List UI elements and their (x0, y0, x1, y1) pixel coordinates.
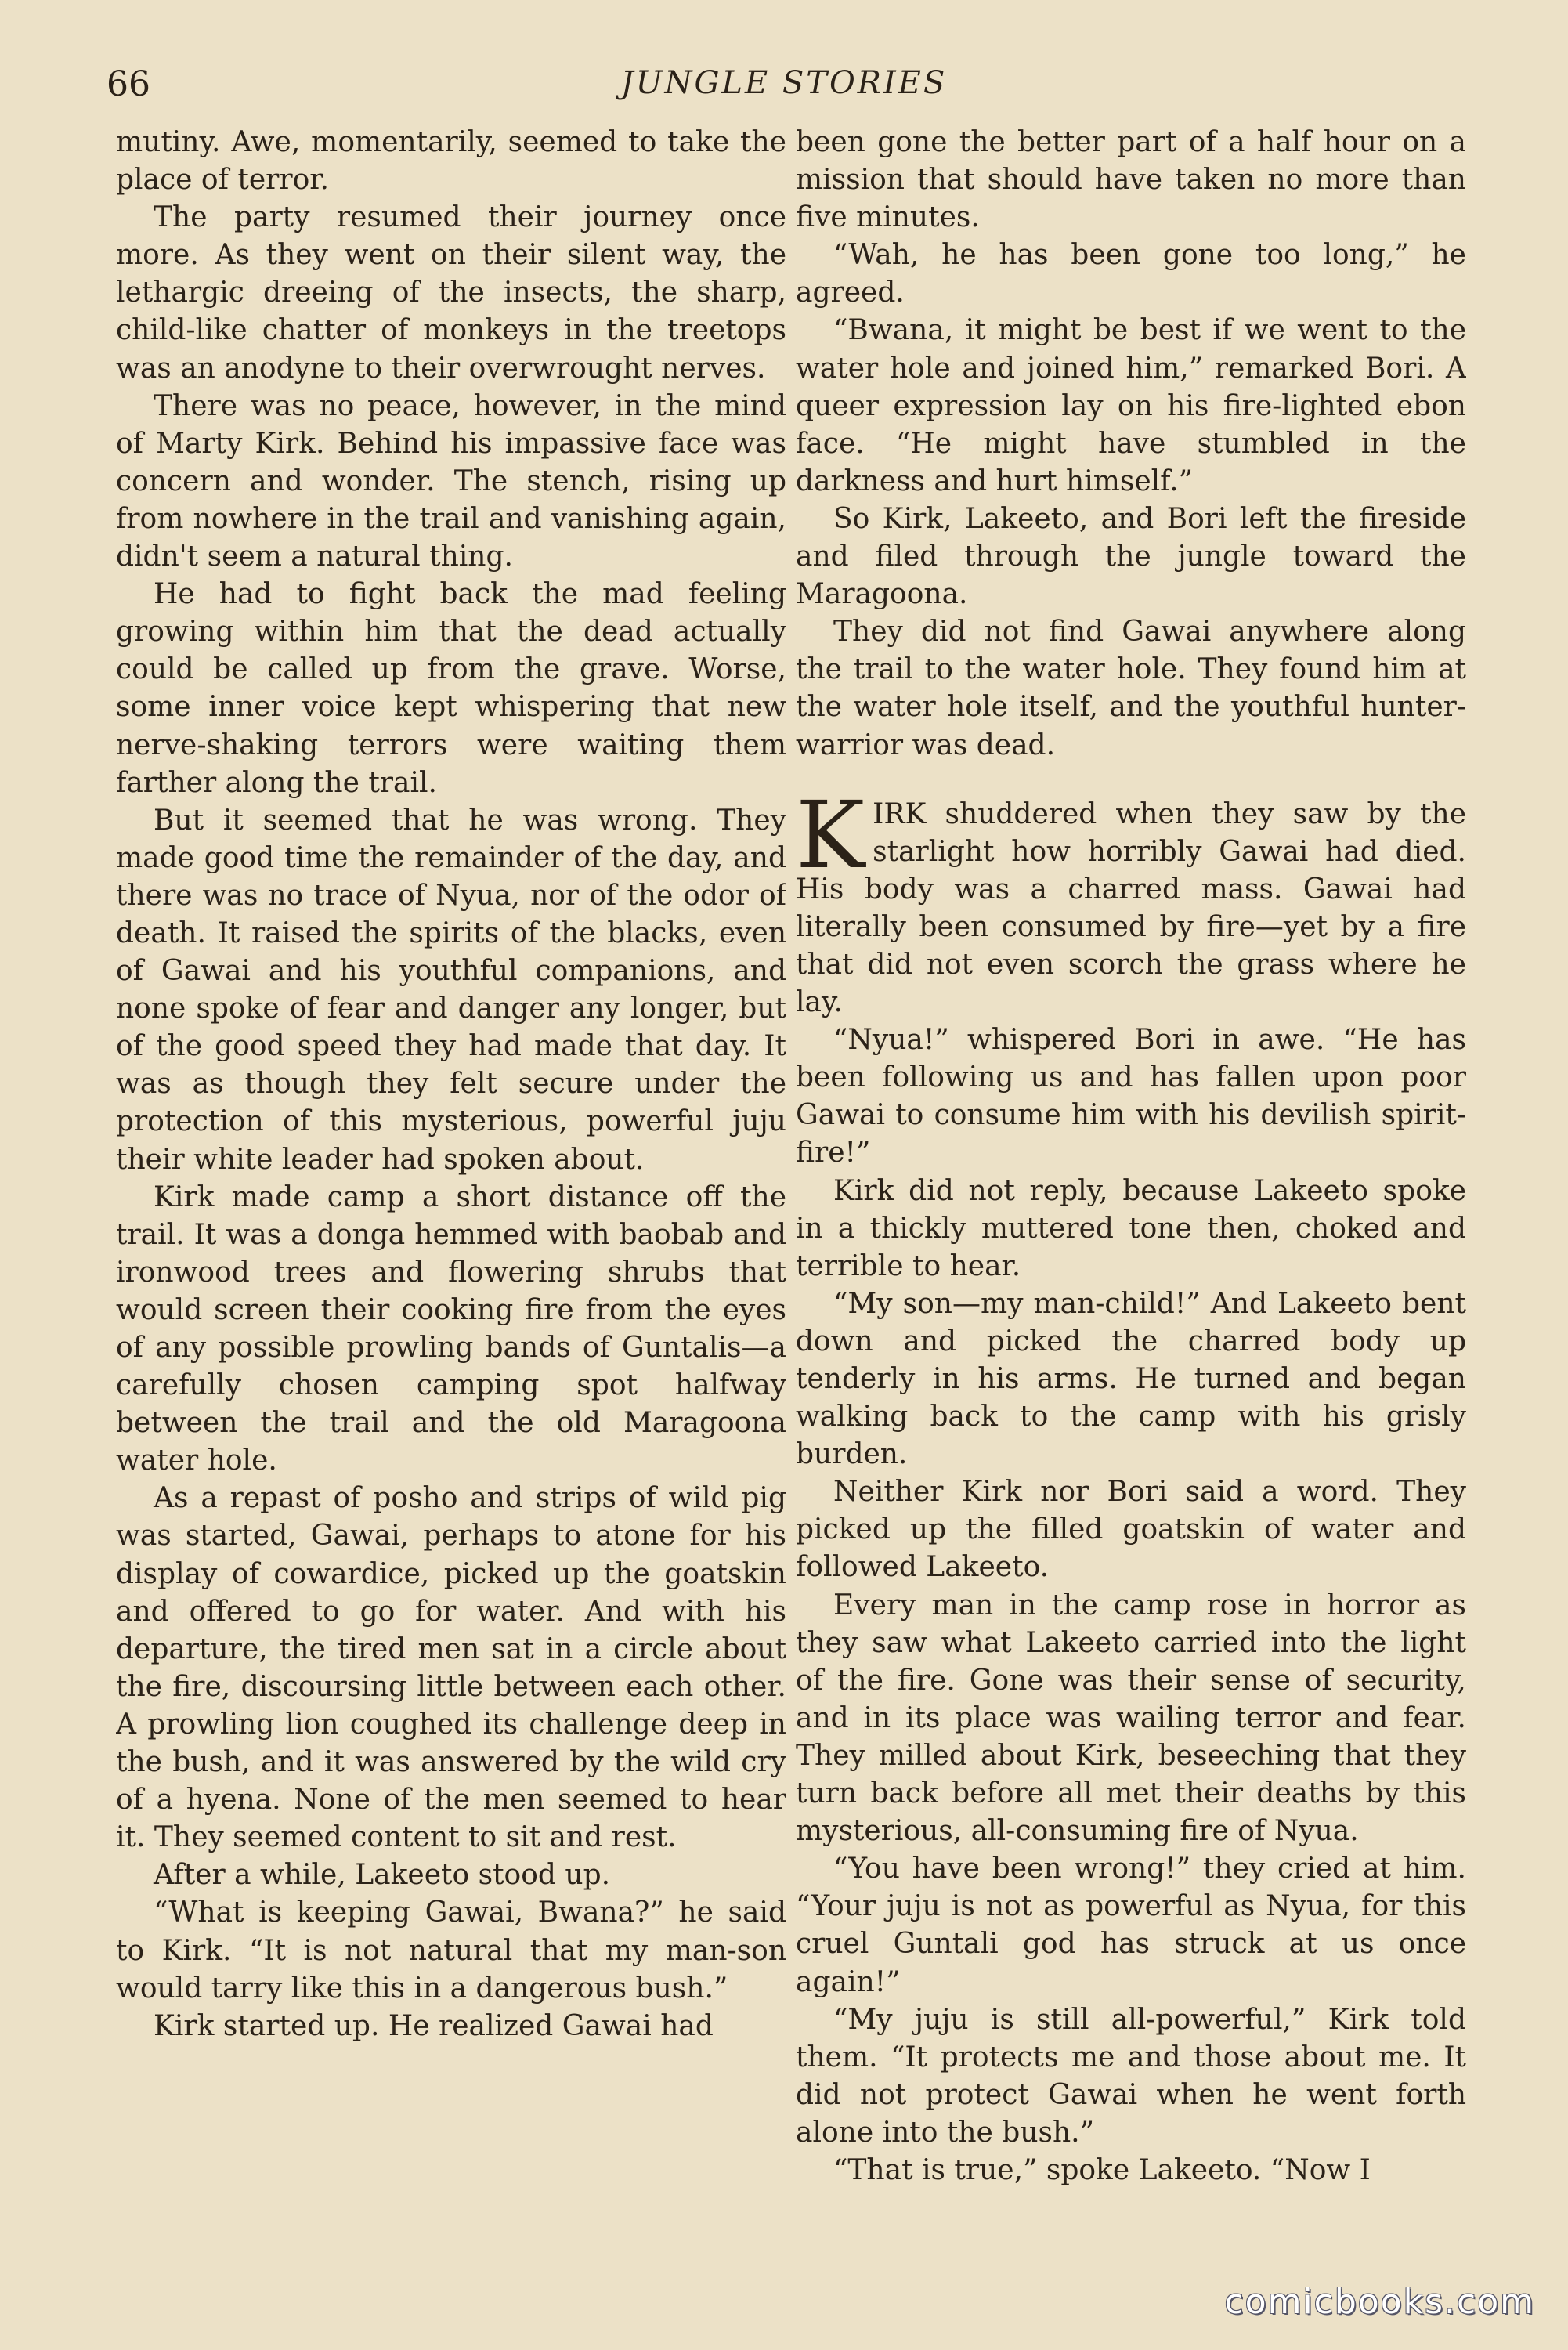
paragraph: mutiny. Awe, momentarily, seemed to take the place of terror. (116, 126, 786, 197)
paragraph: “What is keeping Gawai, Bwana?” he said to Kirk. “It is not natural that my man-son would tarry like this in a dangerous bush.” (116, 1896, 786, 2005)
page-header (0, 0, 1568, 125)
paragraph: Neither Kirk nor Bori said a word. They picked up the filled goatskin of water and followed Lakeeto. (796, 1476, 1466, 1584)
paragraph: There was no peace, however, in the mind of Marty Kirk. Behind his impassive face was concern and wonder. The stench, rising up from nowhere in the trail and vanishing again, didn't seem a natural thing. (116, 389, 786, 573)
drop-cap-paragraph-text: IRK shuddered when they saw by the starlight how horribly Gawai had died. His body was a charred mass. Gawai had literally been consumed by fire—yet by a fire that did not even scorch the grass where he lay. (796, 797, 1466, 1019)
paragraph: “That is true,” spoke Lakeeto. “Now I (833, 2153, 1371, 2186)
paragraph: Kirk made camp a short distance off the trail. It was a donga hemmed with baobab and ironwood trees and flowering shrubs that would screen their cooking fire from the eyes of any possible prowling bands of Guntalis—a carefully chosen camping spot halfway between the trail and the old Maragoona water hole. (116, 1180, 786, 1477)
watermark: comicbooks.com (1224, 2282, 1535, 2322)
page-number: 66 (107, 64, 150, 104)
running-title: JUNGLE STORIES (620, 65, 948, 101)
paragraph: The party resumed their journey once more. As they went on their silent way, the lethargic dreeing of the insects, the sharp, child-like chatter of monkeys in the treetops was an anodyne to their overwrought nerves. (116, 201, 786, 385)
paragraph: been gone the better part of a half hour on a mission that should have taken no more than five minutes. (796, 126, 1466, 234)
section-opening-paragraph (796, 780, 1466, 1022)
left-column (116, 124, 786, 2239)
paragraph: “Nyua!” whispered Bori in awe. “He has been following us and has fallen upon poor Gawai to consume him with his devilish spirit-fire!” (796, 1024, 1466, 1170)
drop-cap: K (796, 780, 865, 889)
paragraph: “My son—my man-child!” And Lakeeto bent down and picked the charred body up tenderly in his arms. He turned and began walking back to the camp with his grisly burden. (796, 1287, 1466, 1471)
paragraph: But it seemed that he was wrong. They made good time the remainder of the day, and there was no trace of Nyua, nor of the odor of death. It raised the spirits of the blacks, even of Gawai and his youthful companions, and none spoke of fear and danger any longer, but of the good speed they had made that day. It was as though they felt secure under the protection of this mysterious, powerful juju their white leader had spoken about. (116, 804, 786, 1176)
paragraph: They did not find Gawai anywhere along the trail to the water hole. They found him at the water hole itself, and the youthful hunter-warrior was dead. (796, 616, 1466, 761)
paragraph: “You have been wrong!” they cried at him. “Your juju is not as powerful as Nyua, for this cruel Guntali god has struck at us once again!” (796, 1853, 1466, 1998)
paragraph: Kirk started up. He realized Gawai had (154, 2009, 714, 2042)
paragraph: Kirk did not reply, because Lakeeto spoke in a thickly muttered tone then, choked and terrible to hear. (796, 1174, 1466, 1282)
right-column (796, 124, 1466, 2239)
paragraph: “Bwana, it might be best if we went to the water hole and joined him,” remarked Bori. A queer expression lay on his fire-lighted ebon face. “He might have stumbled in the darkness and hurt himself.” (796, 314, 1466, 497)
paragraph: He had to fight back the mad feeling growing within him that the dead actually could be called up from the grave. Worse, some inner voice kept whispering that new nerve-shaking terrors were waiting them farther along the trail. (116, 578, 786, 799)
paragraph: “My juju is still all-powerful,” Kirk told them. “It protects me and those about me. It did not protect Gawai when he went forth alone into the bush.” (796, 2003, 1466, 2149)
paragraph: As a repast of posho and strips of wild pig was started, Gawai, perhaps to atone for his display of cowardice, picked up the goatskin and offered to go for water. And with his departure, the tired men sat in a circle about the fire, discoursing little between each other. A prowling lion coughed its challenge deep in the bush, and it was answered by the wild cry of a hyena. None of the men seemed to hear it. They seemed content to sit and rest. (116, 1482, 786, 1854)
paragraph: “Wah, he has been gone too long,” he agreed. (796, 239, 1466, 309)
paragraph: Every man in the camp rose in horror as they saw what Lakeeto carried into the light of the fire. Gone was their sense of security, and in its place was wailing terror and fear. They milled about Kirk, beseeching that they turn back before all met their deaths by this mysterious, all-consuming fire of Nyua. (796, 1589, 1466, 1848)
paragraph: So Kirk, Lakeeto, and Bori left the fireside and filed through the jungle toward the Maragoona. (796, 502, 1466, 611)
paragraph: After a while, Lakeeto stood up. (154, 1859, 611, 1892)
